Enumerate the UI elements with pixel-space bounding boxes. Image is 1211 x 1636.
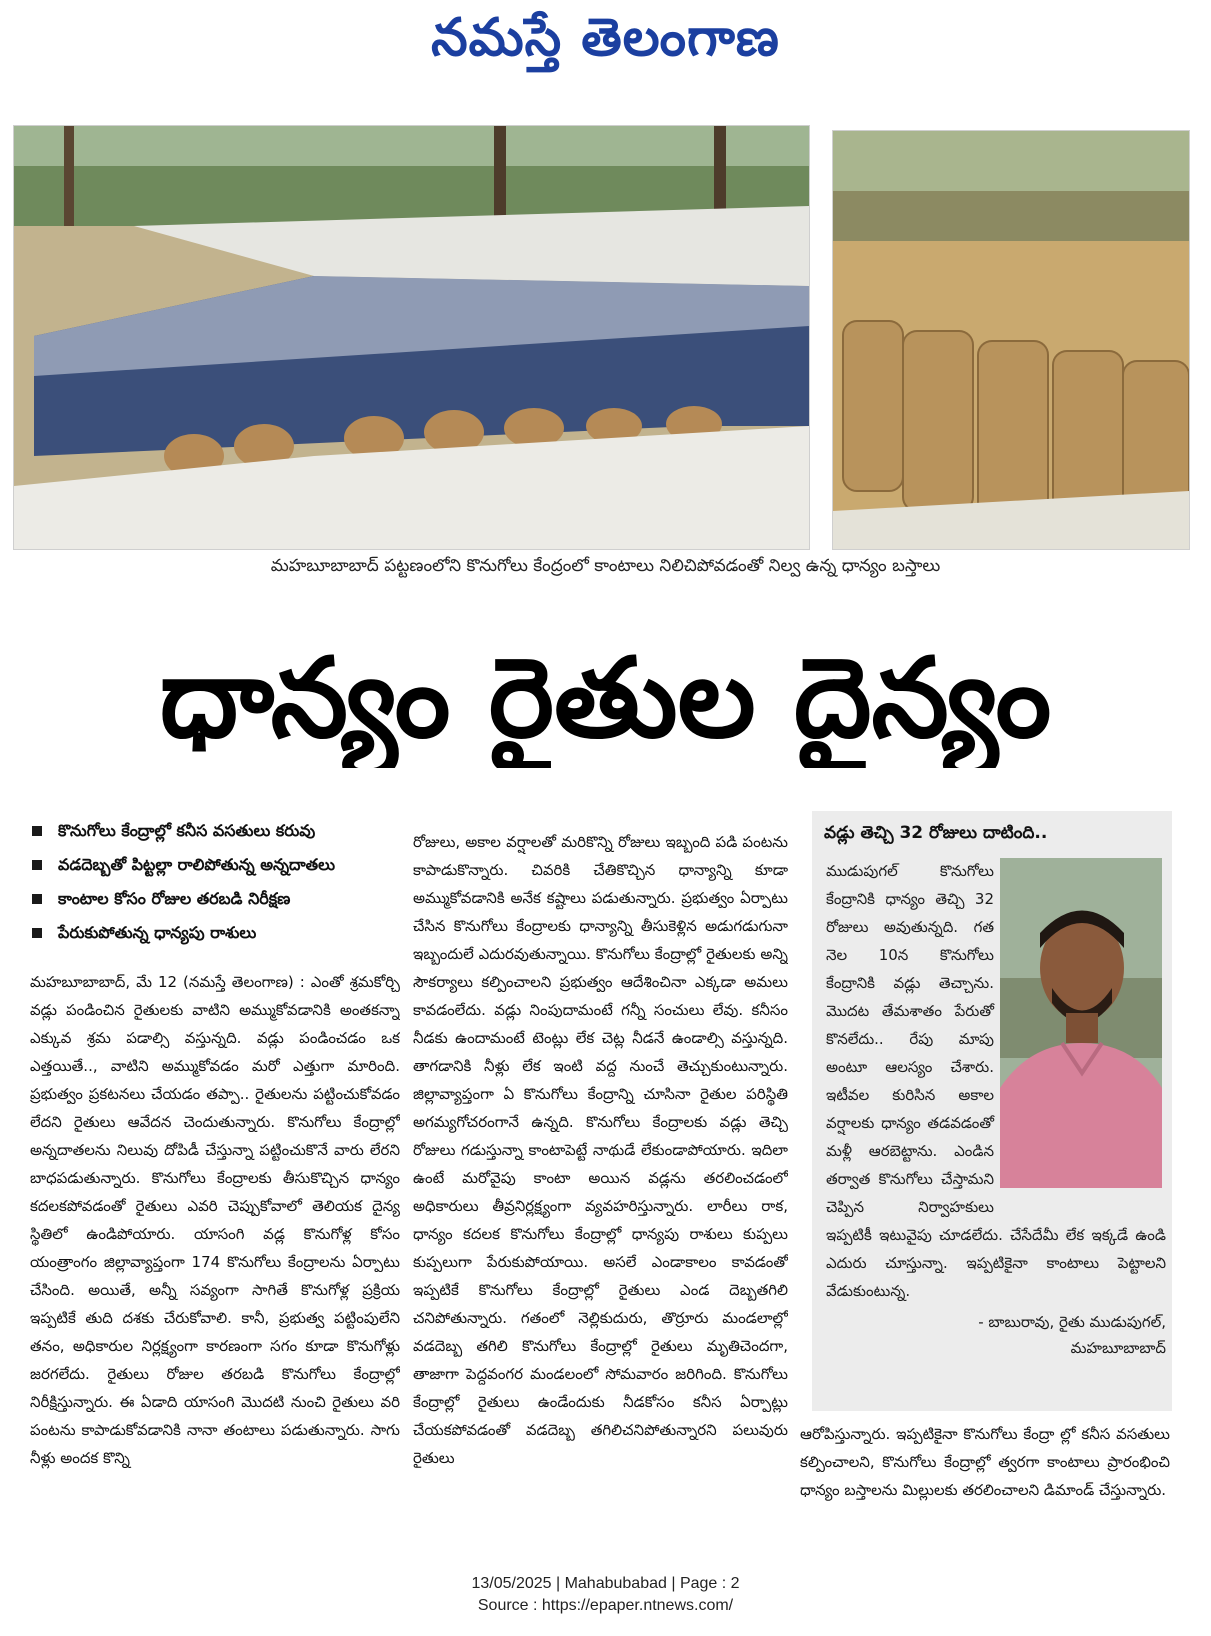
- grain-bags-photo: [832, 130, 1190, 550]
- farmer-portrait-photo: [1000, 858, 1162, 1188]
- highlight-item: కొనుగోలు కేంద్రాల్లో కనీస వసతులు కరువు: [30, 814, 400, 848]
- article-text-col3: ఆరోపిస్తున్నారు. ఇప్పటికైనా కొనుగోలు కేంద్రా ల్లో కనీస వసతులు కల్పించాలని, కొనుగోలు కేంద్రాల్లో త్వరగా కాంటాలు ప్రారంభించి ధాన్యం బస్తాలను మిల్లులకు తరలించాలని డిమాండ్ చేస్తున్నారు.: [800, 1425, 1170, 1499]
- article-column-1: [30, 814, 400, 1529]
- quote-box-title: వడ్లు తెచ్చి 32 రోజులు దాటింది..: [824, 823, 1048, 843]
- footer-source: Source : https://epaper.ntnews.com/: [477, 1597, 734, 1614]
- highlight-item: కాంటాల కోసం రోజుల తరబడి నిరీక్షణ: [30, 882, 400, 916]
- article-column-2: [413, 828, 788, 1528]
- grain-heap-tarp-photo: [13, 125, 810, 550]
- quote-text: ముడుపుగల్ కొనుగోలు కేంద్రానికి ధాన్యం తెచ్చి 32 రోజులు అవుతున్నది. గత నెల 10న కొనుగోలు కేంద్రానికి వడ్లు తెచ్చాను. మొదట తేమశాతం పేరుతో కొనలేదు.. రేపు మాపు అంటూ ఆలస్యం చేశారు. ఇటీవల కురిసిన అకాల వర్షాలకు ధాన్యం తడవడంతో మళ్లీ ఆరబెట్టాను. ఎండిన తర్వాత కొనుగోలు చేస్తామని చెప్పిన నిర్వాహకులు ఇప్పటికీ ఇటువైపు చూడలేదు. చేసేదేమీ లేక ఇక్కడే ఉండి ఎదురు చూస్తున్నా. ఇప్పటికైనా కాంటాలు పెట్టాలని వేడుకుంటున్న.: [826, 862, 1166, 1300]
- highlight-item: పేరుకుపోతున్న ధాన్యపు రాశులు: [30, 916, 400, 950]
- article-text-col2: రోజులు, అకాల వర్షాలతో మరికొన్ని రోజులు ఇబ్బంది పడి పంటను కాపాడుకొన్నారు. చివరికి చేతికొచ్చిన ధాన్యాన్ని కూడా అమ్ముకోవడానికి అనేక కష్టాలు పడుతున్నారు. ప్రభుత్వం ఏర్పాటు చేసిన కొనుగోలు కేంద్రాలకు ధాన్యాన్ని తీసుకెళ్లిన అడుగడుగునా ఇబ్బందులే ఎదురవుతున్నాయి. కొనుగోలు కేంద్రాల్లో రైతులకు అన్ని సౌకర్యాలు కల్పించాలని ప్రభుత్వం ఆదేశించినా ఎక్కడా అమలు కావడంలేదు. వడ్లు నింపుదామంటే గన్నీ సంచులు లేవు. కనీసం నీడకు ఉందామంటే టెంట్లు లేక చెట్ల నీడనే ఉండాల్సి వస్తున్నది. తాగడానికి నీళ్లు లేక ఇంటి వద్ద నుంచే తెచ్చుకుంటున్నారు. జిల్లావ్యాప్తంగా ఏ కొనుగోలు కేంద్రాన్ని చూసినా రైతుల పరిస్థితి అగమ్యగోచరంగానే ఉన్నది. కొనుగోలు కేంద్రాలకు వడ్లు తెచ్చి రోజులు గడుస్తున్నా కాంటాపెట్టే నాథుడే లేకుండాపోయారు. ఇదిలా ఉంటే మరోవైపు కాంటా అయిన వడ్లను తరలించడంలో అధికారులు తీవ్రనిర్లక్ష్యంగా వ్యవహరిస్తున్నారు. లారీలు రాక, ధాన్యం కదలక కొనుగోలు కేంద్రాల్లో ధాన్యపు రాశులు కుప్పలు కుప్పలుగా పేరుకుపోయాయి. అసలే ఎండాకాలం కావడంతో ఇప్పటికే కొనుగోలు కేంద్రాల్లో రైతులు ఎండ దెబ్బతగిలి చనిపోతున్నారు. గతంలో నెల్లికుదురు, తొర్రూరు మండలాల్లో వడదెబ్బ తగిలి కొనుగోలు కేంద్రాల్లో రైతులు మృతిచెందగా, తాజాగా పెద్దవంగర మండలంలో సోమవారం జరిగింది. కొనుగోలు కేంద్రాల్లో రైతులు ఉండేందుకు నీడకోసం కనీస ఏర్పాట్లు చేయకపోవడంతో వడదెబ్బ తగిలిచనిపోతున్నారని పలువురు రైతులు: [413, 833, 788, 1467]
- masthead-logo: నమస్తే తెలంగాణ: [431, 8, 780, 68]
- highlight-item: వడదెబ్బతో పిట్టల్లా రాలిపోతున్న అన్నదాతలు: [30, 848, 400, 882]
- photo-caption: మహబూబాబాద్ పట్టణంలోని కొనుగోలు కేంద్రంలో కాంటాలు నిలిచిపోవడంతో నిల్వ ఉన్న ధాన్యం బస్తాలు: [270, 556, 941, 576]
- highlights-list: [30, 814, 400, 950]
- article-text-col1: మహబూబాబాద్, మే 12 (నమస్తే తెలంగాణ) : ఎంతో శ్రమకోర్చి వడ్లు పండించిన రైతులకు వాటిని అమ్ముకోవడానికి అంతకన్నా ఎక్కువ శ్రమ పడాల్సి వస్తున్నది. వడ్లు పండించడం ఒక ఎత్తయితే.., వాటిని అమ్ముకోవడం మరో ఎత్తుగా మారింది. ప్రభుత్వం ప్రకటనలు చేయడం తప్పా.. రైతులను పట్టించుకోవడం లేదని రైతులు ఆవేదన చెందుతున్నారు. కొనుగోలు కేంద్రాల్లో అన్నదాతలను నిలువు దోపిడీ చేస్తున్నా పట్టించుకొనే వారు లేరని బాధపడుతున్నారు. కొనుగోలు కేంద్రాలకు తీసుకొచ్చిన ధాన్యం కదలకపోవడంతో రైతులు ఎవరి చెప్పుకోవాలో తెలియక దైన్య స్థితిలో ఉండిపోయారు. యాసంగి వడ్ల కొనుగోళ్ల కోసం యంత్రాంగం జిల్లావ్యాప్తంగా 174 కొనుగోలు కేంద్రాలను ఏర్పాటు చేసింది. అయితే, అన్నీ సవ్యంగా సాగితే కొనుగోళ్ల ప్రక్రియ ఇప్పటికే తుది దశకు చేరుకోవాలి. కానీ, ప్రభుత్వ పట్టింపులేని తనం, అధికారుల నిర్లక్ష్యంగా కారణంగా సగం కూడా కొనుగోళ్లు జరగలేదు. రైతులు రోజుల తరబడి కొనుగోలు కేంద్రాల్లో నిరీక్షిస్తున్నారు. ఈ ఏడాది యాసంగి మొదటి నుంచి రైతులు వరి పంటను కాపాడుకోవడానికి నానా తంటాలు పడుతున్నారు. సాగు నీళ్లు అందక కొన్ని: [30, 973, 400, 1467]
- article-column-3: [800, 1420, 1170, 1530]
- headline: ధాన్యం రైతుల దైన్యం: [159, 634, 1052, 762]
- page-footer: [0, 1573, 1211, 1617]
- footer-date-page: 13/05/2025 | Mahabubabad | Page : 2: [471, 1575, 740, 1592]
- quote-attribution: [826, 1309, 1166, 1361]
- attribution-place: మహబూబాబాద్: [1070, 1339, 1166, 1357]
- attribution-name: - బాబురావు, రైతు ముడుపుగల్,: [978, 1313, 1166, 1331]
